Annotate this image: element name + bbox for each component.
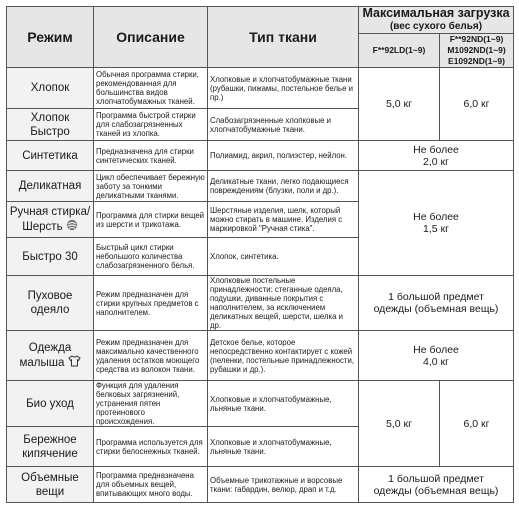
mode-line: Хлопок bbox=[30, 111, 70, 124]
model-b-line: M1092ND(1~9) bbox=[447, 45, 506, 55]
load-duvet bbox=[359, 276, 514, 331]
load-baby bbox=[359, 331, 514, 381]
header-max-load-sub: (вес сухого белья) bbox=[389, 21, 483, 32]
load-cotton-a: 5,0 кг bbox=[359, 68, 440, 141]
table-row-duvet bbox=[7, 276, 514, 331]
fabric-quick30: Хлопок, синтетика. bbox=[208, 238, 359, 276]
header-fabric: Тип ткани bbox=[208, 7, 359, 68]
fabric-bulky: Объемные трикотажные и ворсовые ткани: габардин, велюр, драп и т.д. bbox=[208, 467, 359, 503]
load-line: одежды (объемная вещь) bbox=[373, 484, 499, 497]
desc-synthetic: Предназначена для стирки синтетических тканей. bbox=[94, 141, 208, 171]
desc-delicate: Цикл обеспечивает бережную заботу за тонкими деликатными тканями. bbox=[94, 171, 208, 202]
mode-line: Ручная стирка/ bbox=[9, 205, 91, 218]
fabric-duvet: Хлопковые постельные принадлежности: стеганные одеяла, подушки, диванные покрытия с наполнителем, за исключением деликатных вещей, шерсти, шелка и др. bbox=[208, 276, 359, 331]
mode-line: Одежда bbox=[28, 341, 72, 354]
mode-duvet bbox=[7, 276, 94, 331]
mode-cotton: Хлопок bbox=[7, 68, 94, 109]
load-synthetic bbox=[359, 141, 514, 171]
load-line: 1 большой предмет bbox=[388, 472, 484, 485]
header-row bbox=[7, 7, 514, 34]
header-max-load-title: Максимальная загрузка bbox=[362, 6, 510, 20]
load-line: Не более bbox=[413, 211, 459, 223]
wool-ball-icon bbox=[66, 219, 78, 235]
load-delicate-group bbox=[359, 171, 514, 276]
fabric-boil: Хлопковые и хлопчатобумажные, льняные ткани. bbox=[208, 427, 359, 467]
fabric-delicate: Деликатные ткани, легко подающиеся повреждениям (блузки, поли и др.). bbox=[208, 171, 359, 202]
fabric-cotton: Хлопковые и хлопчатобумажные ткани (рубашки, пижамы, постельное белье и пр.) bbox=[208, 68, 359, 109]
load-line: 1 большой предмет bbox=[388, 291, 484, 303]
mode-line: Бережное bbox=[23, 433, 77, 446]
fabric-baby: Детское белье, которое непосредственно контактирует с кожей (пеленки, постельные принадлежности, рубашки и др.). bbox=[208, 331, 359, 381]
desc-bio: Функция для удаления белковых загрязнений, устранения пятен протеинового происхождения. bbox=[94, 381, 208, 427]
model-b-line: E1092ND(1~9) bbox=[448, 56, 505, 66]
mode-line: малыша bbox=[19, 356, 65, 369]
table-row-bio bbox=[7, 381, 514, 427]
load-line: одежды (объемная вещь) bbox=[373, 303, 499, 315]
mode-line: одеяло bbox=[30, 304, 70, 316]
table-row-bulky bbox=[7, 467, 514, 503]
mode-bulky bbox=[7, 467, 94, 503]
load-line: 1,5 кг bbox=[423, 223, 449, 235]
mode-line: Объемные bbox=[21, 471, 79, 484]
mode-line-with-icon bbox=[9, 355, 91, 371]
desc-bulky: Программа предназначена для объемных вещей, впитывающих много воды. bbox=[94, 467, 208, 503]
table-row-delicate bbox=[7, 171, 514, 202]
load-line: 2,0 кг bbox=[423, 155, 449, 168]
mode-baby bbox=[7, 331, 94, 381]
load-line: 4,0 кг bbox=[423, 355, 449, 368]
mode-line: кипячение bbox=[22, 447, 78, 460]
header-model-a: F**92LD(1~9) bbox=[359, 34, 440, 68]
table-row-synthetic bbox=[7, 141, 514, 171]
load-line: Не более bbox=[413, 143, 459, 156]
fabric-bio: Хлопковые и хлопчатобумажные, льняные ткани. bbox=[208, 381, 359, 427]
table-row-baby bbox=[7, 331, 514, 381]
desc-boil: Программа используется для стирки белоснежных тканей. bbox=[94, 427, 208, 467]
fabric-cotton-fast: Слабозагрязненные хлопковые и хлопчатобумажные ткани. bbox=[208, 109, 359, 141]
desc-cotton: Обычная программа стирки, рекомендованная для большинства видов хлопчатобумажных тканей. bbox=[94, 68, 208, 109]
header-model-b bbox=[440, 34, 514, 68]
load-bio-b: 6,0 кг bbox=[440, 381, 514, 467]
desc-handwash: Программа для стирки вещей из шерсти и трикотажа. bbox=[94, 202, 208, 238]
load-line: Не более bbox=[413, 343, 459, 356]
header-description: Описание bbox=[94, 7, 208, 68]
mode-boil bbox=[7, 427, 94, 467]
mode-line: Быстро bbox=[30, 125, 70, 138]
table-row-cotton bbox=[7, 68, 514, 109]
mode-cotton-fast bbox=[7, 109, 94, 141]
wash-programs-table bbox=[6, 6, 514, 503]
header-max-load bbox=[359, 7, 514, 34]
model-b-line: F**92ND(1~9) bbox=[449, 34, 504, 44]
mode-synthetic: Синтетика bbox=[7, 141, 94, 171]
desc-baby: Режим предназначен для максимально качественного удаления остатков моющего средства из волокон ткани. bbox=[94, 331, 208, 381]
fabric-synthetic: Полиамид, акрил, полиэстер, нейлон. bbox=[208, 141, 359, 171]
desc-cotton-fast: Программа быстрой стирки для слабозагрязненных тканей из хлопка. bbox=[94, 109, 208, 141]
mode-line: вещи bbox=[35, 485, 65, 498]
mode-handwash bbox=[7, 202, 94, 238]
baby-shirt-icon bbox=[68, 355, 81, 371]
mode-quick30: Быстро 30 bbox=[7, 238, 94, 276]
desc-quick30: Быстрый цикл стирки небольшого количества слабозагрязненного белья. bbox=[94, 238, 208, 276]
desc-duvet: Режим предназначен для стирки крупных предметов с наполнителем. bbox=[94, 276, 208, 331]
mode-line: Пуховое bbox=[27, 290, 73, 302]
mode-line-with-icon bbox=[9, 219, 91, 235]
load-bulky bbox=[359, 467, 514, 503]
load-bio-a: 5,0 кг bbox=[359, 381, 440, 467]
mode-delicate: Деликатная bbox=[7, 171, 94, 202]
fabric-handwash: Шерстяные изделия, шелк, который можно стирать в машине. Изделия с маркировкой "Ручная стика". bbox=[208, 202, 359, 238]
header-mode: Режим bbox=[7, 7, 94, 68]
mode-line: Шерсть bbox=[22, 220, 63, 233]
load-cotton-b: 6,0 кг bbox=[440, 68, 514, 141]
mode-bio: Био уход bbox=[7, 381, 94, 427]
